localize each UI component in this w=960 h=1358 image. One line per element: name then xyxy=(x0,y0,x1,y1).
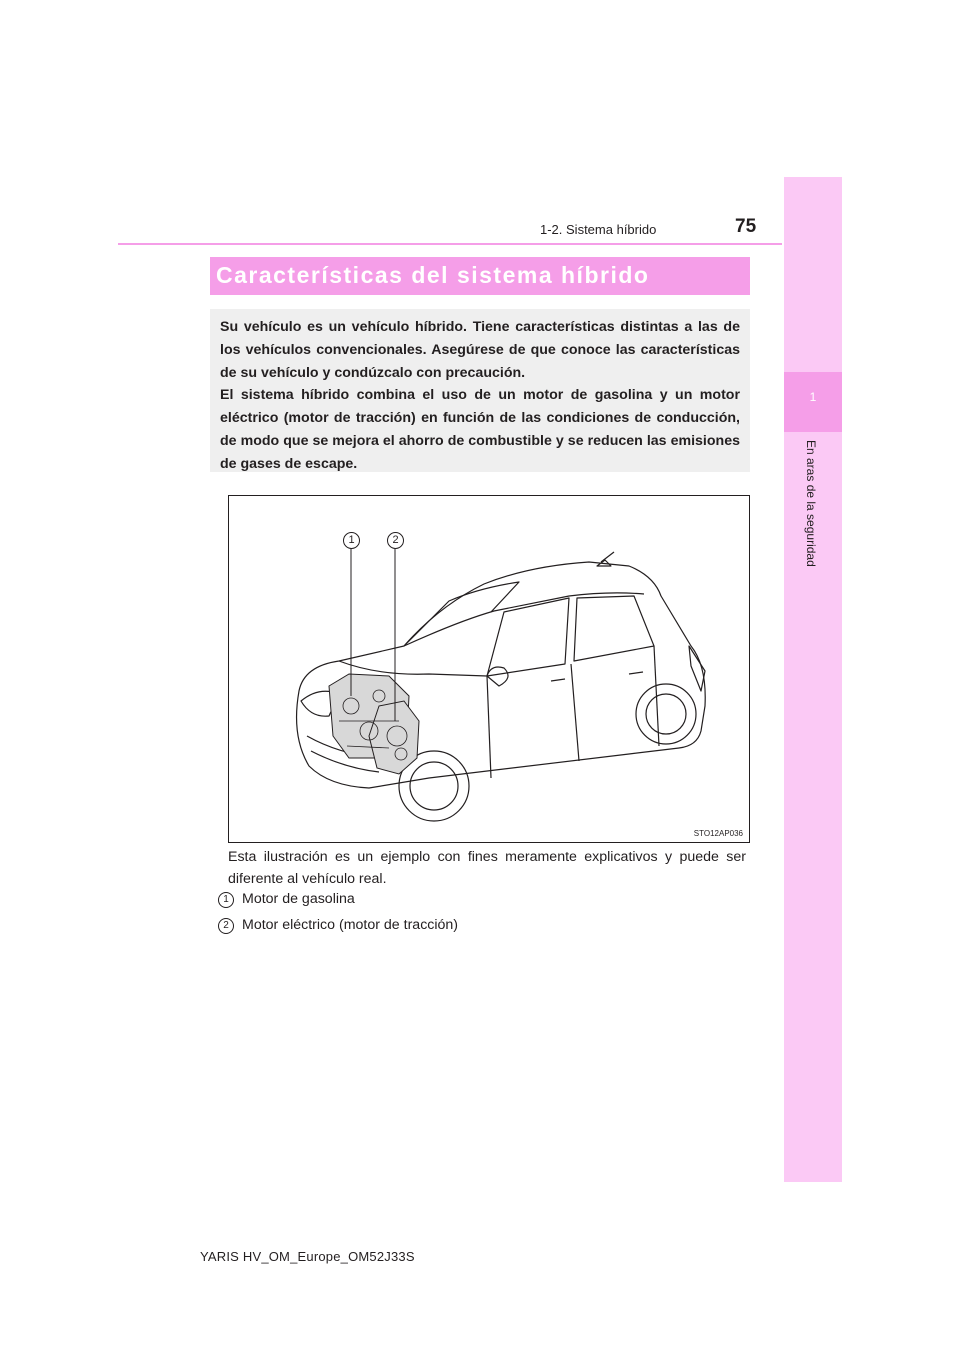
vehicle-illustration xyxy=(228,495,750,843)
legend-text: Motor de gasolina xyxy=(242,891,355,907)
chapter-title: En aras de la seguridad xyxy=(804,440,818,567)
chapter-title-vertical xyxy=(784,440,842,640)
legend-text: Motor eléctrico (motor de tracción) xyxy=(242,917,459,933)
legend-number: 2 xyxy=(218,918,234,934)
legend-number: 1 xyxy=(218,892,234,908)
car-drawing xyxy=(229,496,750,843)
figure-caption: Esta ilustración es un ejemplo con fines meramente explicativos y puede ser diferente al vehículo real. xyxy=(228,849,746,887)
chapter-side-tab xyxy=(784,177,842,1182)
page-number: 75 xyxy=(735,216,757,237)
chapter-number: 1 xyxy=(809,390,817,404)
running-head: 1-2. Sistema híbrido xyxy=(540,222,657,237)
figure-code: STO12AP036 xyxy=(693,829,743,838)
callout-1: 1 xyxy=(343,532,360,549)
document-id: YARIS HV_OM_Europe_OM52J33S xyxy=(200,1249,415,1264)
header-rule xyxy=(118,243,782,245)
callout-2: 2 xyxy=(387,532,404,549)
intro-paragraph-1: Su vehículo es un vehículo híbrido. Tiene características distintas a las de los vehículos convencionales. Asegúrese de que conoce las características de su vehículo y condúzcalo con precaución. xyxy=(220,319,740,381)
section-title: Características del sistema híbrido xyxy=(216,262,650,288)
intro-paragraph-2: El sistema híbrido combina el uso de un motor de gasolina y un motor eléctrico (motor de tracción) en función de las condiciones de conducción, de modo que se mejora el ahorro de combustible y se reducen las emisiones de gases de escape. xyxy=(220,387,740,472)
